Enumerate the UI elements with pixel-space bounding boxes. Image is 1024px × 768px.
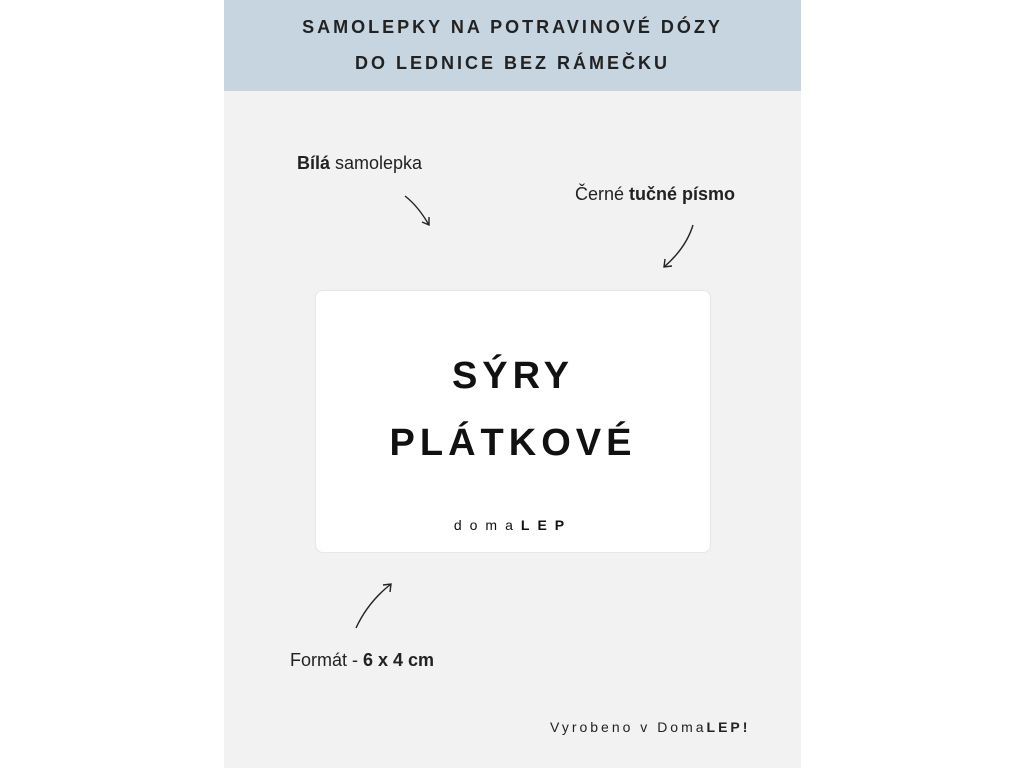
annotation-sticker-color-bold: Bílá [297,153,331,173]
sticker-preview [315,290,711,553]
header-title-line-1: SAMOLEPKY NA POTRAVINOVÉ DÓZY [302,17,723,37]
sticker-title-line-1: SÝRY [451,355,575,397]
sticker-brand-bold: LEP [520,517,573,533]
footer-credit [550,719,750,735]
annotation-font-bold: tučné písmo [629,184,736,204]
annotation-format [290,650,434,671]
sticker-title-line-2: PLÁTKOVÉ [389,422,637,464]
product-panel [224,0,801,768]
annotation-format-text: Formát - [290,650,364,670]
footer-credit-text: Vyrobeno v Doma [550,719,707,735]
sticker-brand-light: doma [453,517,521,533]
annotation-sticker-color [297,153,422,174]
annotation-format-bold: 6 x 4 cm [363,650,435,670]
footer-credit-bold: LEP! [706,719,751,735]
sticker-brand [316,517,710,533]
arrow-icon [352,580,396,632]
annotation-font-text: Černé [575,184,630,204]
header-title-line-2: DO LEDNICE BEZ RÁMEČKU [354,53,670,73]
annotation-sticker-color-text: samolepka [330,153,423,173]
arrow-icon [660,222,700,272]
header-banner [224,0,801,91]
arrow-icon [400,192,440,232]
annotation-font [575,184,735,205]
